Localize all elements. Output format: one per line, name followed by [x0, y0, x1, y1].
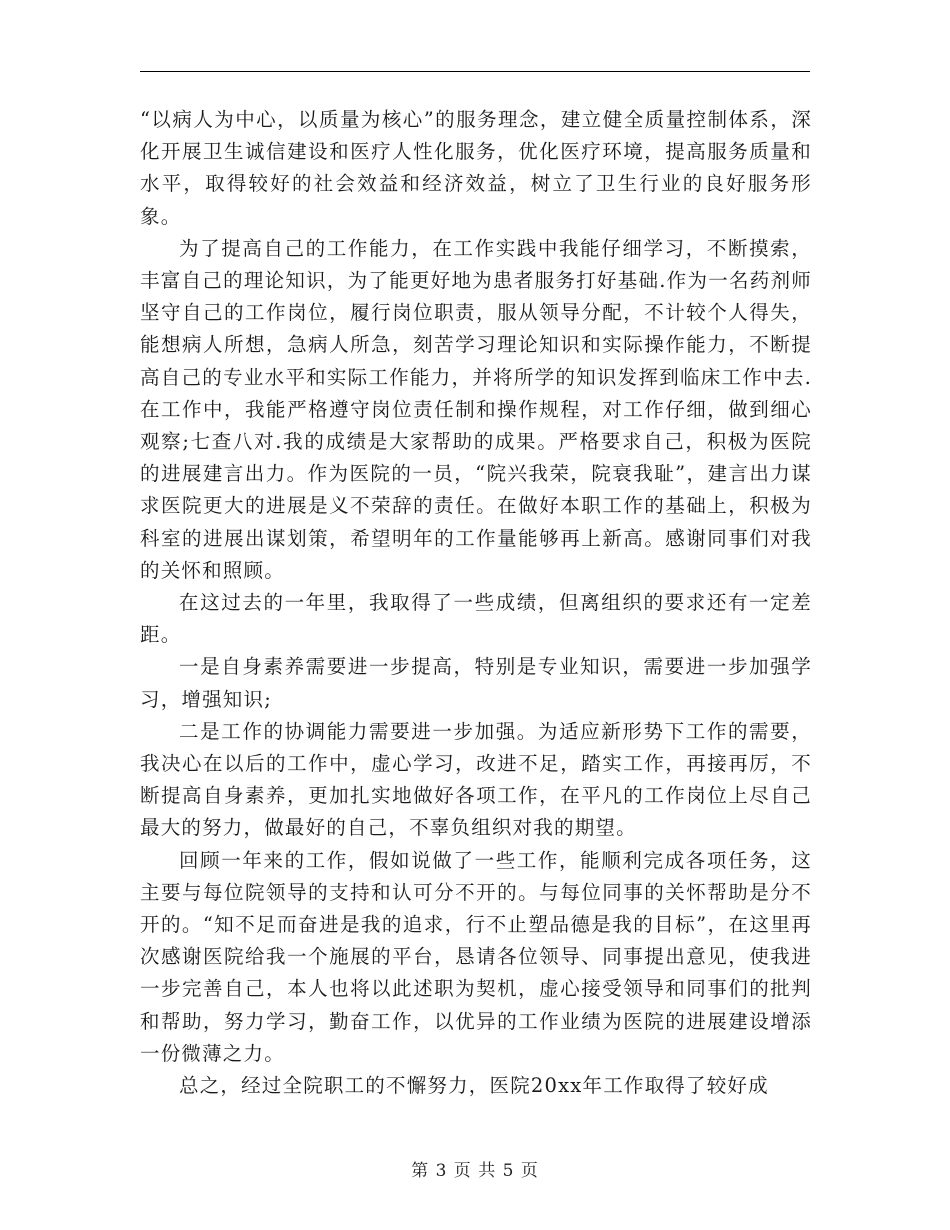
paragraph-3: 在这过去的一年里，我取得了一些成绩，但离组织的要求还有一定差距。 — [140, 591, 812, 647]
header-rule — [140, 71, 810, 72]
paragraph-6: 回顾一年来的工作，假如说做了一些工作，能顺利完成各项任务，这主要与每位院领导的支持和认可分不开的。与每位同事的关怀帮助是分不开的。“知不足而奋进是我的追求，行不止塑品德是我的目标”，在这里再次感谢医院给我一个施展的平台，恳请各位领导、同事提出意见，使我进一步完善自己，本人也将以此述职为契机，虚心接受领导和同事们的批判和帮助，努力学习，勤奋工作，以优异的工作业绩为医院的进展建设增添一份微薄之力。 — [140, 848, 812, 1065]
paragraph-5: 二是工作的协调能力需要进一步加强。为适应新形势下工作的需要，我决心在以后的工作中，虚心学习，改进不足，踏实工作，再接再厉，不断提高自身素养，更加扎实地做好各项工作，在平凡的工作岗位上尽自己最大的努力，做最好的自己，不辜负组织对我的期望。 — [140, 719, 812, 840]
paragraph-4: 一是自身素养需要进一步提高，特别是专业知识，需要进一步加强学习，增强知识; — [140, 655, 812, 711]
paragraph-7: 总之，经过全院职工的不懈努力，医院20xx年工作取得了较好成 — [179, 1074, 769, 1098]
paragraph-1: “以病人为中心，以质量为核心”的服务理念，建立健全质量控制体系，深化开展卫生诚信建设和医疗人性化服务，优化医疗环境，提高服务质量和水平，取得较好的社会效益和经济效益，树立了卫生行业的良好服务形象。 — [140, 108, 812, 228]
document-body — [140, 104, 812, 1102]
paragraph-2: 为了提高自己的工作能力，在工作实践中我能仔细学习，不断摸索，丰富自己的理论知识，为了能更好地为患者服务打好基础.作为一名药剂师坚守自己的工作岗位，履行岗位职责，服从领导分配，不计较个人得失，能想病人所想，急病人所急，刻苦学习理论知识和实际操作能力，不断提高自己的专业水平和实际工作能力，并将所学的知识发挥到临床工作中去.在工作中，我能严格遵守岗位责任制和操作规程，对工作仔细，做到细心观察;七查八对.我的成绩是大家帮助的成果。严格要求自己，积极为医院的进展建言出力。作为医院的一员，“院兴我荣，院衰我耻”，建言出力谋求医院更大的进展是义不荣辞的责任。在做好本职工作的基础上，积极为科室的进展出谋划策，希望明年的工作量能够再上新高。感谢同事们对我的关怀和照顾。 — [140, 236, 812, 582]
page-number-footer: 第 3 页 共 5 页 — [411, 1161, 539, 1181]
